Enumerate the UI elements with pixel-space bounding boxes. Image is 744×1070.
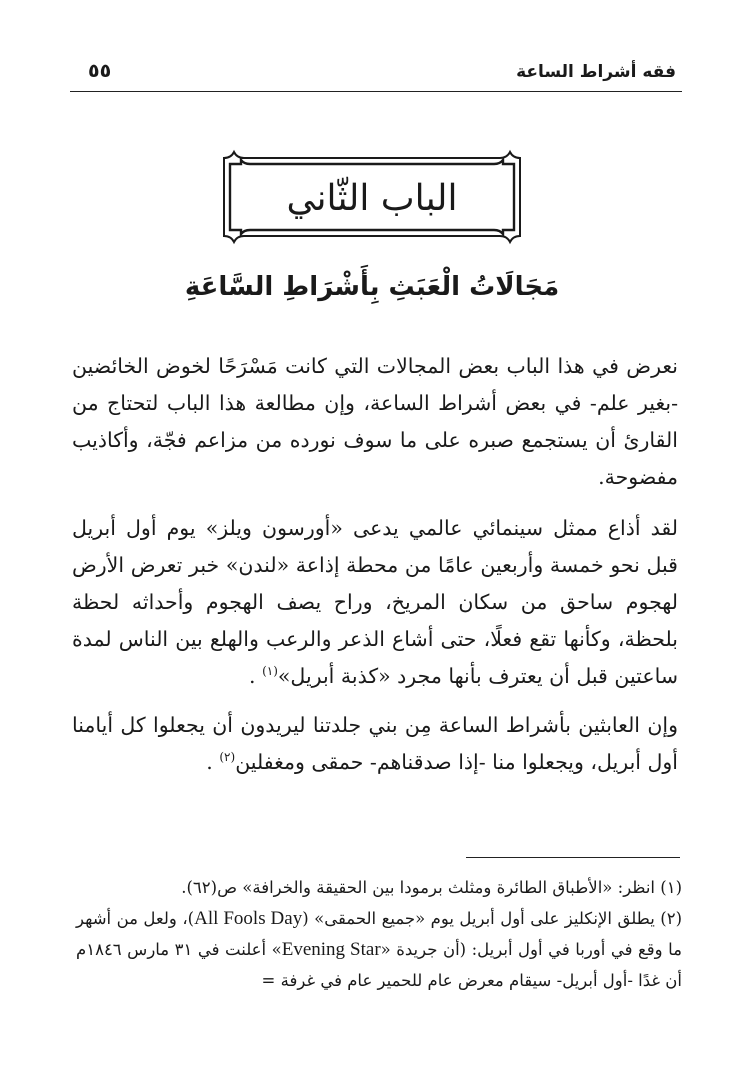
footnote-marker: (١)	[262, 664, 278, 679]
running-header-title: فقه أشراط الساعة	[516, 62, 676, 82]
footnote-latin-term: Evening Star	[281, 939, 381, 960]
paragraph-end-mark: .	[249, 664, 256, 688]
footnote-latin-term: All Fools Day	[194, 908, 303, 929]
footnote-divider	[466, 857, 680, 858]
chapter-title-frame	[222, 148, 522, 248]
paragraph-text: لقد أذاع ممثل سينمائي عالمي يدعى «أورسون ويلز» يوم أول أبريل قبل نحو خمسة وأربعين عامًا من محطة إذاعة «لندن» خبر تعرض الأرض لهجوم ساحق من سكان المريخ، وراح يصف الهجوم وأحداثه لحظة بلحظة، وكأنها تقع فعلًا، حتى أشاع الذعر والرعب والهلع بين الناس لمدة ساعتين قبل أن يعترف بأنها مجرد «كذبة أبريل»	[72, 516, 678, 688]
footnote-text: (٢) يطلق الإنكليز على أول أبريل يوم «جميع الحمقى» (	[302, 909, 682, 928]
page-number: ٥٥	[88, 60, 112, 82]
footnote-marker: (٢)	[219, 750, 236, 765]
header-divider	[70, 91, 682, 92]
paragraph	[72, 707, 678, 781]
paragraph-text: وإن العابثين بأشراط الساعة مِن بني جلدتنا ليريدون أن يجعلوا كل أيامنا أول أبريل، ويجعلوا منا -إذا صدقناهم- حمقى ومغفلين	[72, 713, 678, 774]
footnote-text: » أعلنت في ٣١ مارس ١٨٤٦م أن غدًا -أول أبريل- سيقام معرض عام للحمير عام في غرفة =	[76, 940, 682, 990]
paragraph	[72, 510, 678, 695]
chapter-subtitle: مَجَالَاتُ الْعَبَثِ بِأَشْرَاطِ السَّاعَةِ	[184, 272, 560, 302]
paragraph-end-mark: .	[206, 750, 213, 774]
footnote-1: (١) انظر: «الأطباق الطائرة ومثلث برمودا بين الحقيقة والخرافة» ص(٦٢).	[181, 878, 682, 897]
main-text	[72, 348, 678, 793]
footnotes	[76, 872, 682, 996]
footnote-2	[76, 903, 682, 996]
chapter-title: الباب الثّاني	[286, 177, 458, 219]
footnote-text: )، ولعل من أشهر ما وقع في أوربا في أول أبريل: (أن جريدة «	[76, 909, 683, 959]
paragraph: نعرض في هذا الباب بعض المجالات التي كانت مَسْرَحًا لخوض الخائضين -بغير علم- في بعض أشراط الساعة، وإن مطالعة هذا الباب لتحتاج من القارئ أن يستجمع صبره على ما سوف نورده من مزاعم فجّة، وأكاذيب مفضوحة.	[72, 354, 678, 489]
